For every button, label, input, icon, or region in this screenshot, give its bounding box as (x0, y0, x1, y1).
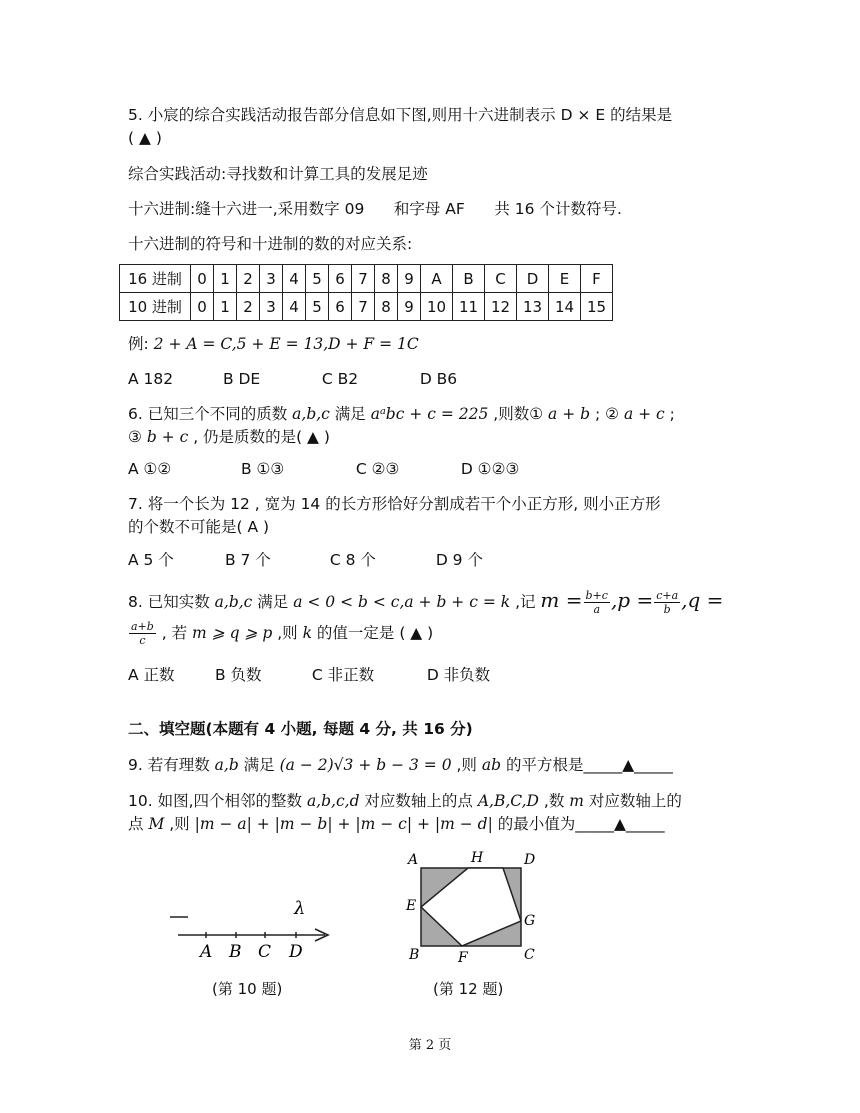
q5-example-math: 2 + A = C,5 + E = 13,D + F = 1C (153, 335, 419, 353)
q10-points: A,B,C,D (477, 792, 539, 810)
dec-cell: 13 (517, 293, 549, 321)
q8-m-label: m = (540, 588, 583, 612)
rectangle-figure (400, 848, 550, 966)
q10-text: ,数 (538, 792, 570, 810)
q8-option-b: B 负数 (214, 666, 262, 684)
hex-cell: C (485, 265, 517, 293)
hex-cell: 1 (214, 265, 237, 293)
label-f: F (458, 950, 468, 966)
hex-cell: 8 (375, 265, 398, 293)
q8-p-numerator: c+a (656, 589, 679, 602)
q6-options (128, 458, 519, 480)
q6-expr-2: a + c (623, 405, 665, 423)
dec-cell: 12 (485, 293, 517, 321)
hex-cell: 5 (306, 265, 329, 293)
hex-row-label: 16 进制 (120, 265, 191, 293)
q8-text: 的值一定是 ( ▲ ) (311, 624, 434, 642)
q10-text: 10. 如图,四个相邻的整数 (128, 792, 307, 810)
q8-text: ,则 (272, 624, 303, 642)
q5-option-a: A 182 (128, 370, 174, 388)
q5-relation: 十六进制的符号和十进制的数的对应关系: (128, 235, 413, 253)
dec-cell: 2 (237, 293, 260, 321)
q5-options (128, 368, 457, 390)
q5-line1: 5. 小宸的综合实践活动报告部分信息如下图,则用十六进制表示 D × E 的结果是 (128, 106, 673, 124)
q8-text: ,记 (510, 593, 541, 611)
q6-option-a: A ①② (128, 460, 172, 478)
q6-option-c: C ②③ (355, 460, 400, 478)
label-d: D (289, 942, 303, 962)
dec-cell: 11 (453, 293, 485, 321)
q5-option-c: C B2 (321, 370, 359, 388)
q9-text: 9. 若有理数 (128, 756, 215, 774)
q8-q-fraction (129, 620, 156, 647)
q6-text: ; (664, 405, 675, 423)
q10-text: 对应数轴上的 (583, 792, 682, 810)
q6-line1 (128, 403, 675, 425)
hex-cell: D (517, 265, 549, 293)
q7-line2: 的个数不可能是( A ) (128, 518, 270, 536)
q9-text: 的平方根是_____▲_____ (501, 756, 673, 774)
q7-option-a: A 5 个 (128, 551, 174, 569)
q6-text: ; ② (590, 405, 624, 423)
q6-expr-3: b + c (146, 428, 189, 446)
dec-row-label: 10 进制 (120, 293, 191, 321)
q8-option-c: C 非正数 (311, 666, 375, 684)
label-h: H (471, 850, 484, 866)
hex-table-row (120, 293, 613, 321)
hex-table (119, 264, 613, 321)
q8-q-numerator: a+b (131, 620, 154, 633)
q8-p-denominator: b (663, 603, 671, 616)
q7-options (128, 549, 483, 571)
label-d: D (524, 852, 536, 868)
q8-q-denominator: c (139, 634, 146, 647)
q8-vars: a,b,c (214, 593, 253, 611)
figure10-caption: (第 10 题) (212, 980, 283, 998)
hex-cell: B (453, 265, 485, 293)
dec-cell: 0 (191, 293, 214, 321)
q8-p-fraction (654, 589, 680, 616)
dec-cell: 7 (352, 293, 375, 321)
dec-cell: 8 (375, 293, 398, 321)
label-b: B (229, 942, 242, 962)
q7-option-c: C 8 个 (329, 551, 376, 569)
dec-cell: 10 (421, 293, 453, 321)
q8-p-label: ,p = (610, 588, 654, 612)
dec-cell: 4 (283, 293, 306, 321)
label-a: A (200, 942, 213, 962)
hex-cell: F (581, 265, 613, 293)
hex-cell: 9 (398, 265, 421, 293)
q10-vars: a,b,c,d (306, 792, 360, 810)
q6-expr-1: a + b (548, 405, 591, 423)
dec-cell: 14 (549, 293, 581, 321)
q9-vars: a,b (214, 756, 239, 774)
q5-example (128, 333, 419, 355)
q5-line2: ( ▲ ) (128, 129, 162, 147)
q8-text: , 若 (156, 624, 193, 642)
q10-expression: |m − a| + |m − b| + |m − c| + |m − d| (194, 815, 493, 833)
dec-cell: 1 (214, 293, 237, 321)
q9-text: 满足 (238, 756, 280, 774)
q10-m: m (569, 792, 584, 810)
label-a: A (408, 852, 419, 868)
dec-cell: 6 (329, 293, 352, 321)
q6-expression: aᵃbc + c = 225 (370, 405, 489, 423)
label-b: B (409, 947, 420, 963)
q5-hex-description: 十六进制:缝十六进一,采用数字 09 和字母 AF 共 16 个计数符号. (128, 200, 622, 218)
q8-text: 8. 已知实数 (128, 593, 215, 611)
hex-cell: 4 (283, 265, 306, 293)
page-number: 第 2 页 (408, 1038, 452, 1053)
hex-cell: 0 (191, 265, 214, 293)
q9-ab: ab (481, 756, 502, 774)
dec-cell: 9 (398, 293, 421, 321)
hex-cell: E (549, 265, 581, 293)
hex-cell: 7 (352, 265, 375, 293)
q9-expression: (a − 2)√3 + b − 3 = 0 (279, 756, 452, 774)
q8-text: 满足 (252, 593, 294, 611)
q10-text: 对应数轴上的点 (359, 792, 478, 810)
q8-option-d: D 非负数 (426, 666, 491, 684)
q10-text: 的最小值为_____▲_____ (492, 815, 665, 833)
q8-option-a: A 正数 (128, 666, 175, 684)
label-g: G (524, 913, 536, 929)
number-line-mark: λ (294, 898, 306, 919)
q5-example-label: 例: (128, 335, 149, 353)
q5-option-b: B DE (222, 370, 261, 388)
q6-option-d: D ①②③ (460, 460, 520, 478)
q8-line1 (128, 589, 723, 616)
q8-m-fraction (584, 589, 610, 616)
q9-text: ,则 (451, 756, 482, 774)
hex-cell: 3 (260, 265, 283, 293)
q10-line1 (128, 790, 682, 812)
q5-activity: 综合实践活动:寻找数和计算工具的发展足迹 (128, 165, 428, 183)
q8-options (128, 664, 490, 686)
q8-line2 (128, 620, 433, 647)
q6-text: 满足 (329, 405, 371, 423)
q10-line2 (128, 813, 665, 835)
q10-text: ,则 (164, 815, 195, 833)
q8-m-denominator: a (593, 603, 600, 616)
hex-cell: 2 (237, 265, 260, 293)
q8-m-numerator: b+c (585, 589, 608, 602)
dec-cell: 3 (260, 293, 283, 321)
q6-text: , 仍是质数的是( ▲ ) (188, 428, 330, 446)
q6-text: ,则数① (488, 405, 549, 423)
q7-line1: 7. 将一个长为 12 , 宽为 14 的长方形恰好分割成若干个小正方形, 则小正方形 (128, 495, 661, 513)
q8-q-label: ,q = (681, 588, 724, 612)
q8-condition: a < 0 < b < c,a + b + c = k (293, 593, 511, 611)
hex-table-row (120, 265, 613, 293)
label-c: C (258, 942, 272, 962)
q9-line (128, 754, 673, 776)
q6-text: 6. 已知三个不同的质数 (128, 405, 293, 423)
dec-cell: 5 (306, 293, 329, 321)
hex-cell: 6 (329, 265, 352, 293)
hex-cell: A (421, 265, 453, 293)
number-line-figure (160, 890, 340, 970)
q10-M: M (148, 815, 165, 833)
q10-text: 点 (128, 815, 149, 833)
q6-text: ③ (128, 428, 147, 446)
q8-inequality: m ⩾ q ⩾ p (192, 624, 273, 642)
q6-option-b: B ①③ (240, 460, 285, 478)
q5-option-d: D B6 (419, 370, 458, 388)
q6-line2 (128, 426, 330, 448)
dec-cell: 15 (581, 293, 613, 321)
q7-option-d: D 9 个 (435, 551, 483, 569)
label-e: E (406, 898, 417, 914)
section-heading: 二、填空题(本题有 4 小题, 每题 4 分, 共 16 分) (128, 720, 473, 738)
q7-option-b: B 7 个 (224, 551, 271, 569)
figure12-caption: (第 12 题) (433, 980, 504, 998)
q6-vars: a,b,c (292, 405, 330, 423)
label-c: C (524, 947, 535, 963)
q8-k: k (302, 624, 312, 642)
